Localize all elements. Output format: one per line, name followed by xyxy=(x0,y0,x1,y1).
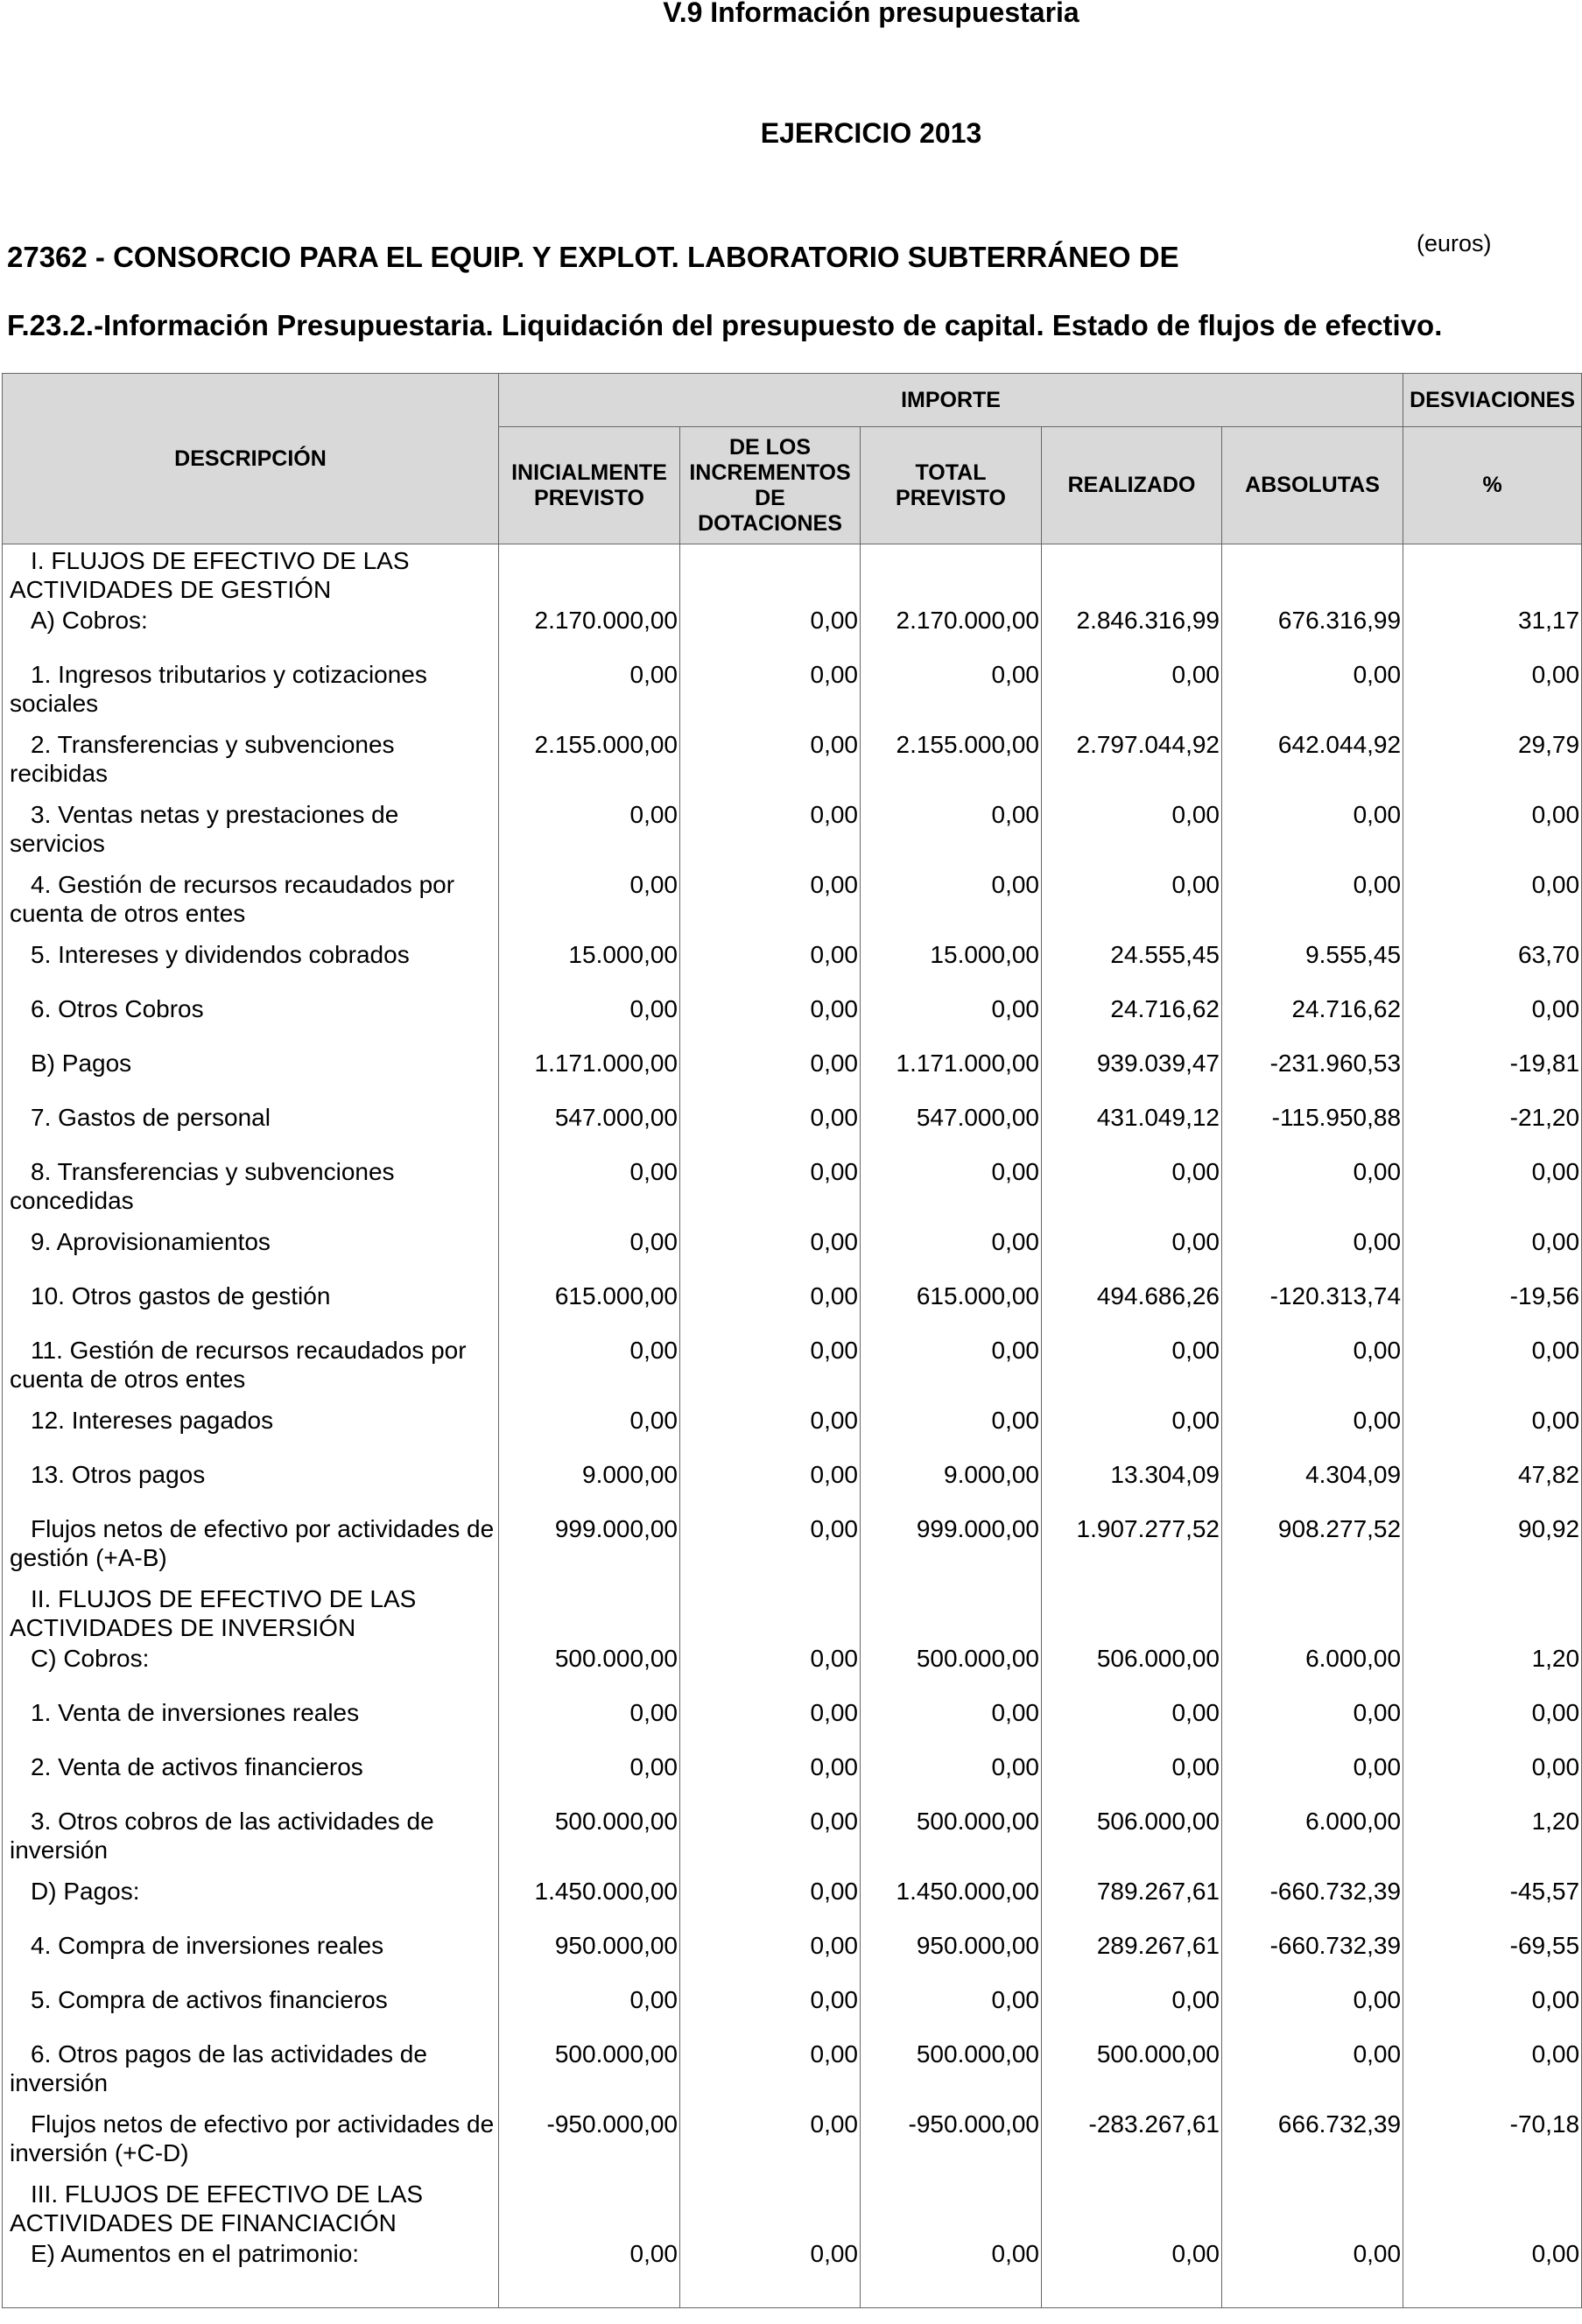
row-value: 0,00 xyxy=(680,1280,861,1334)
row-value: 500.000,00 xyxy=(861,1805,1042,1875)
row-value: 615.000,00 xyxy=(861,1280,1042,1334)
row-value: 615.000,00 xyxy=(499,1280,680,1334)
row-value: -231.960,53 xyxy=(1222,1047,1403,1101)
row-value: 6.000,00 xyxy=(1222,1805,1403,1875)
table-row xyxy=(3,1047,1582,1101)
row-value: 0,00 xyxy=(1222,2237,1403,2307)
row-description: 7. Gastos de personal xyxy=(3,1101,499,1155)
row-value xyxy=(1042,1583,1222,1642)
row-value: 0,00 xyxy=(1403,2237,1582,2307)
row-value: -21,20 xyxy=(1403,1101,1582,1155)
row-value: 0,00 xyxy=(861,868,1042,938)
row-value: 13.304,09 xyxy=(1042,1458,1222,1513)
row-value xyxy=(1222,2178,1403,2237)
table-row xyxy=(3,1583,1582,1642)
row-description: A) Cobros: xyxy=(3,604,499,658)
row-value: 1.450.000,00 xyxy=(861,1875,1042,1929)
row-value: 0,00 xyxy=(861,658,1042,728)
row-value xyxy=(680,2178,861,2237)
row-value: 547.000,00 xyxy=(861,1101,1042,1155)
row-value: -120.313,74 xyxy=(1222,1280,1403,1334)
table-row xyxy=(3,1458,1582,1513)
table-row xyxy=(3,1875,1582,1929)
row-value: -45,57 xyxy=(1403,1875,1582,1929)
row-value: 0,00 xyxy=(1222,1404,1403,1458)
row-value xyxy=(1403,1583,1582,1642)
row-value xyxy=(861,544,1042,605)
table-row xyxy=(3,728,1582,798)
row-value xyxy=(680,1583,861,1642)
row-value: 0,00 xyxy=(680,798,861,868)
table-row xyxy=(3,1155,1582,1225)
row-value: 0,00 xyxy=(861,798,1042,868)
row-description: 11. Gestión de recursos recaudados por cuenta de otros entes xyxy=(3,1334,499,1404)
row-value: 0,00 xyxy=(499,1696,680,1751)
row-value: 0,00 xyxy=(1403,1751,1582,1805)
col-total: TOTAL PREVISTO xyxy=(861,427,1042,544)
table-row xyxy=(3,1225,1582,1280)
row-value: 0,00 xyxy=(1222,1334,1403,1404)
row-description: 5. Intereses y dividendos cobrados xyxy=(3,938,499,993)
col-realizado: REALIZADO xyxy=(1042,427,1222,544)
col-pct: % xyxy=(1403,427,1582,544)
row-value: 0,00 xyxy=(1222,658,1403,728)
row-value: 2.846.316,99 xyxy=(1042,604,1222,658)
row-value: 63,70 xyxy=(1403,938,1582,993)
row-value: 0,00 xyxy=(1042,1334,1222,1404)
row-value: 950.000,00 xyxy=(499,1929,680,1983)
row-value: 2.155.000,00 xyxy=(861,728,1042,798)
table-row xyxy=(3,2237,1582,2307)
row-value: 500.000,00 xyxy=(499,1805,680,1875)
row-value: 0,00 xyxy=(861,1696,1042,1751)
row-value: 0,00 xyxy=(499,1155,680,1225)
row-value: 0,00 xyxy=(680,2237,861,2307)
row-value: 642.044,92 xyxy=(1222,728,1403,798)
row-value: 0,00 xyxy=(1403,2038,1582,2108)
row-value: 0,00 xyxy=(861,2237,1042,2307)
row-value xyxy=(1222,1583,1403,1642)
row-value: 999.000,00 xyxy=(499,1513,680,1583)
table-row xyxy=(3,1404,1582,1458)
row-description: 12. Intereses pagados xyxy=(3,1404,499,1458)
row-value: 47,82 xyxy=(1403,1458,1582,1513)
row-value: 90,92 xyxy=(1403,1513,1582,1583)
row-value: 0,00 xyxy=(1403,1404,1582,1458)
row-description: Flujos netos de efectivo por actividades de gestión (+A-B) xyxy=(3,1513,499,1583)
row-value: 0,00 xyxy=(1403,1225,1582,1280)
row-description: II. FLUJOS DE EFECTIVO DE LAS ACTIVIDADES DE INVERSIÓN xyxy=(3,1583,499,1642)
row-description: D) Pagos: xyxy=(3,1875,499,1929)
table-row xyxy=(3,1983,1582,2038)
row-value: 506.000,00 xyxy=(1042,1805,1222,1875)
row-value xyxy=(1042,2178,1222,2237)
table-row xyxy=(3,1805,1582,1875)
row-description: 3. Ventas netas y prestaciones de servicios xyxy=(3,798,499,868)
row-value: 0,00 xyxy=(680,728,861,798)
row-value: 0,00 xyxy=(1403,658,1582,728)
row-value: 0,00 xyxy=(499,993,680,1047)
row-description: III. FLUJOS DE EFECTIVO DE LAS ACTIVIDADES DE FINANCIACIÓN xyxy=(3,2178,499,2237)
col-descripcion: DESCRIPCIÓN xyxy=(3,374,499,544)
row-description: 8. Transferencias y subvenciones concedidas xyxy=(3,1155,499,1225)
col-desviaciones: DESVIACIONES xyxy=(1403,374,1582,427)
row-value: 9.555,45 xyxy=(1222,938,1403,993)
col-importe: IMPORTE xyxy=(499,374,1403,427)
table-body xyxy=(3,544,1582,2308)
row-description: 5. Compra de activos financieros xyxy=(3,1983,499,2038)
row-value: 1,20 xyxy=(1403,1642,1582,1696)
row-value: 15.000,00 xyxy=(499,938,680,993)
row-value: -950.000,00 xyxy=(499,2108,680,2178)
row-value: 2.170.000,00 xyxy=(499,604,680,658)
table-row xyxy=(3,868,1582,938)
row-value: 0,00 xyxy=(1042,1404,1222,1458)
row-value: 0,00 xyxy=(1042,1696,1222,1751)
row-value: -19,56 xyxy=(1403,1280,1582,1334)
row-description: 2. Venta de activos financieros xyxy=(3,1751,499,1805)
table-row xyxy=(3,798,1582,868)
row-value: 0,00 xyxy=(1222,798,1403,868)
row-value: 24.555,45 xyxy=(1042,938,1222,993)
row-value: 0,00 xyxy=(680,2038,861,2108)
form-title: F.23.2.-Información Presupuestaria. Liquidación del presupuesto de capital. Estado de flujos de efectivo. xyxy=(7,309,1443,341)
row-value: 2.155.000,00 xyxy=(499,728,680,798)
row-description: 1. Ingresos tributarios y cotizaciones sociales xyxy=(3,658,499,728)
row-value xyxy=(1403,2178,1582,2237)
row-value: 666.732,39 xyxy=(1222,2108,1403,2178)
row-value: 0,00 xyxy=(499,1404,680,1458)
row-description: B) Pagos xyxy=(3,1047,499,1101)
row-value: 0,00 xyxy=(680,1101,861,1155)
row-value: 1.450.000,00 xyxy=(499,1875,680,1929)
budget-table xyxy=(2,373,1582,2308)
row-value: 0,00 xyxy=(680,1155,861,1225)
row-value: 0,00 xyxy=(1403,798,1582,868)
row-value: 0,00 xyxy=(680,1751,861,1805)
row-value: 0,00 xyxy=(680,1047,861,1101)
table-row xyxy=(3,1696,1582,1751)
row-value: 1,20 xyxy=(1403,1805,1582,1875)
row-value: 950.000,00 xyxy=(861,1929,1042,1983)
row-value: 0,00 xyxy=(861,1225,1042,1280)
row-value: 494.686,26 xyxy=(1042,1280,1222,1334)
table-row xyxy=(3,544,1582,605)
row-value: 0,00 xyxy=(680,993,861,1047)
row-value: 1.171.000,00 xyxy=(499,1047,680,1101)
row-value xyxy=(499,544,680,605)
table-row xyxy=(3,1280,1582,1334)
row-value: 0,00 xyxy=(1222,1983,1403,2038)
row-description: 13. Otros pagos xyxy=(3,1458,499,1513)
table-row xyxy=(3,1334,1582,1404)
row-value: 0,00 xyxy=(1222,1696,1403,1751)
row-value: 15.000,00 xyxy=(861,938,1042,993)
row-value: 1.907.277,52 xyxy=(1042,1513,1222,1583)
row-value xyxy=(1042,544,1222,605)
col-incrementos: DE LOS INCREMENTOS DE DOTACIONES xyxy=(680,427,861,544)
row-value: 0,00 xyxy=(1222,2038,1403,2108)
row-value: 29,79 xyxy=(1403,728,1582,798)
row-description: 9. Aprovisionamientos xyxy=(3,1225,499,1280)
row-value: 0,00 xyxy=(1403,1983,1582,2038)
row-value: 0,00 xyxy=(1042,2237,1222,2307)
entity-title: 27362 - CONSORCIO PARA EL EQUIP. Y EXPLOT. LABORATORIO SUBTERRÁNEO DE xyxy=(7,241,1179,273)
row-value: 0,00 xyxy=(680,1929,861,1983)
row-value xyxy=(1403,544,1582,605)
row-description: E) Aumentos en el patrimonio: xyxy=(3,2237,499,2307)
row-value: 2.170.000,00 xyxy=(861,604,1042,658)
row-description: C) Cobros: xyxy=(3,1642,499,1696)
row-value: 0,00 xyxy=(680,1875,861,1929)
row-value: 0,00 xyxy=(499,798,680,868)
row-description: 1. Venta de inversiones reales xyxy=(3,1696,499,1751)
row-value xyxy=(680,544,861,605)
row-value: 0,00 xyxy=(499,868,680,938)
row-value: 939.039,47 xyxy=(1042,1047,1222,1101)
row-value: 24.716,62 xyxy=(1042,993,1222,1047)
row-value: 0,00 xyxy=(1222,1225,1403,1280)
row-value: 0,00 xyxy=(680,1334,861,1404)
row-description: I. FLUJOS DE EFECTIVO DE LAS ACTIVIDADES DE GESTIÓN xyxy=(3,544,499,605)
row-value: 0,00 xyxy=(680,658,861,728)
row-value: 0,00 xyxy=(861,1334,1042,1404)
row-value: 6.000,00 xyxy=(1222,1642,1403,1696)
row-value: 0,00 xyxy=(861,1983,1042,2038)
row-value: 0,00 xyxy=(680,2108,861,2178)
year-title: EJERCICIO 2013 xyxy=(760,117,982,149)
row-description: 3. Otros cobros de las actividades de inversión xyxy=(3,1805,499,1875)
row-value: 0,00 xyxy=(1042,868,1222,938)
row-value: 0,00 xyxy=(499,1751,680,1805)
row-value: 0,00 xyxy=(499,1225,680,1280)
table-row xyxy=(3,2108,1582,2178)
row-value: 0,00 xyxy=(1222,1155,1403,1225)
row-value: 9.000,00 xyxy=(861,1458,1042,1513)
row-value: 0,00 xyxy=(499,1334,680,1404)
row-value xyxy=(861,1583,1042,1642)
row-value: 500.000,00 xyxy=(499,2038,680,2108)
row-description: 6. Otros Cobros xyxy=(3,993,499,1047)
row-value: 908.277,52 xyxy=(1222,1513,1403,1583)
table-row xyxy=(3,604,1582,658)
row-value: 0,00 xyxy=(680,1404,861,1458)
row-value xyxy=(861,2178,1042,2237)
row-value: 0,00 xyxy=(680,1458,861,1513)
row-value: 789.267,61 xyxy=(1042,1875,1222,1929)
row-value: 676.316,99 xyxy=(1222,604,1403,658)
row-value: 0,00 xyxy=(680,604,861,658)
table-row xyxy=(3,2038,1582,2108)
row-value: -70,18 xyxy=(1403,2108,1582,2178)
row-description: 4. Gestión de recursos recaudados por cuenta de otros entes xyxy=(3,868,499,938)
table-row xyxy=(3,658,1582,728)
row-value: 0,00 xyxy=(680,1805,861,1875)
table-row xyxy=(3,2178,1582,2237)
row-value: 0,00 xyxy=(1222,868,1403,938)
row-value: 431.049,12 xyxy=(1042,1101,1222,1155)
row-value: 0,00 xyxy=(499,2237,680,2307)
row-description: 10. Otros gastos de gestión xyxy=(3,1280,499,1334)
row-value: 547.000,00 xyxy=(499,1101,680,1155)
row-value: -19,81 xyxy=(1403,1047,1582,1101)
row-value: 0,00 xyxy=(1042,798,1222,868)
row-value: 500.000,00 xyxy=(861,1642,1042,1696)
row-value: 0,00 xyxy=(1403,868,1582,938)
row-value: 289.267,61 xyxy=(1042,1929,1222,1983)
table-row xyxy=(3,938,1582,993)
row-value: -660.732,39 xyxy=(1222,1929,1403,1983)
row-value: 31,17 xyxy=(1403,604,1582,658)
row-value: 999.000,00 xyxy=(861,1513,1042,1583)
row-value xyxy=(499,1583,680,1642)
row-value: 1.171.000,00 xyxy=(861,1047,1042,1101)
row-value: -660.732,39 xyxy=(1222,1875,1403,1929)
row-value: 0,00 xyxy=(1403,993,1582,1047)
row-value: 0,00 xyxy=(861,993,1042,1047)
row-value: 0,00 xyxy=(1403,1155,1582,1225)
row-value: 0,00 xyxy=(680,1513,861,1583)
row-value xyxy=(499,2178,680,2237)
row-value: 0,00 xyxy=(499,658,680,728)
row-value: 0,00 xyxy=(1403,1334,1582,1404)
row-value: 0,00 xyxy=(1042,1983,1222,2038)
row-value: -283.267,61 xyxy=(1042,2108,1222,2178)
section-title: V.9 Información presupuestaria xyxy=(663,0,1079,28)
row-value: 0,00 xyxy=(680,1225,861,1280)
table-row xyxy=(3,1929,1582,1983)
row-value: -950.000,00 xyxy=(861,2108,1042,2178)
row-value: 500.000,00 xyxy=(1042,2038,1222,2108)
row-value: 0,00 xyxy=(861,1751,1042,1805)
row-value: 0,00 xyxy=(1222,1751,1403,1805)
table-row xyxy=(3,1101,1582,1155)
row-value: 0,00 xyxy=(861,1404,1042,1458)
table-row xyxy=(3,1642,1582,1696)
row-value: 0,00 xyxy=(680,1983,861,2038)
row-description: 6. Otros pagos de las actividades de inversión xyxy=(3,2038,499,2108)
row-value: 24.716,62 xyxy=(1222,993,1403,1047)
units-label: (euros) xyxy=(1417,230,1492,256)
row-value: 0,00 xyxy=(680,1642,861,1696)
row-value: 500.000,00 xyxy=(861,2038,1042,2108)
row-description: 2. Transferencias y subvenciones recibidas xyxy=(3,728,499,798)
row-value: 0,00 xyxy=(861,1155,1042,1225)
row-value: 4.304,09 xyxy=(1222,1458,1403,1513)
row-value: -115.950,88 xyxy=(1222,1101,1403,1155)
row-value: 2.797.044,92 xyxy=(1042,728,1222,798)
row-value: 0,00 xyxy=(499,1983,680,2038)
row-value: -69,55 xyxy=(1403,1929,1582,1983)
row-value xyxy=(1222,544,1403,605)
row-description: 4. Compra de inversiones reales xyxy=(3,1929,499,1983)
col-inicial: INICIALMENTE PREVISTO xyxy=(499,427,680,544)
col-absolutas: ABSOLUTAS xyxy=(1222,427,1403,544)
table-row xyxy=(3,1513,1582,1583)
row-value: 0,00 xyxy=(680,1696,861,1751)
table-row xyxy=(3,1751,1582,1805)
row-value: 0,00 xyxy=(1403,1696,1582,1751)
row-value: 0,00 xyxy=(1042,658,1222,728)
row-value: 9.000,00 xyxy=(499,1458,680,1513)
row-value: 0,00 xyxy=(1042,1751,1222,1805)
row-value: 0,00 xyxy=(680,868,861,938)
row-value: 0,00 xyxy=(1042,1155,1222,1225)
row-description: Flujos netos de efectivo por actividades de inversión (+C-D) xyxy=(3,2108,499,2178)
row-value: 0,00 xyxy=(1042,1225,1222,1280)
row-value: 506.000,00 xyxy=(1042,1642,1222,1696)
row-value: 500.000,00 xyxy=(499,1642,680,1696)
table-row xyxy=(3,993,1582,1047)
row-value: 0,00 xyxy=(680,938,861,993)
